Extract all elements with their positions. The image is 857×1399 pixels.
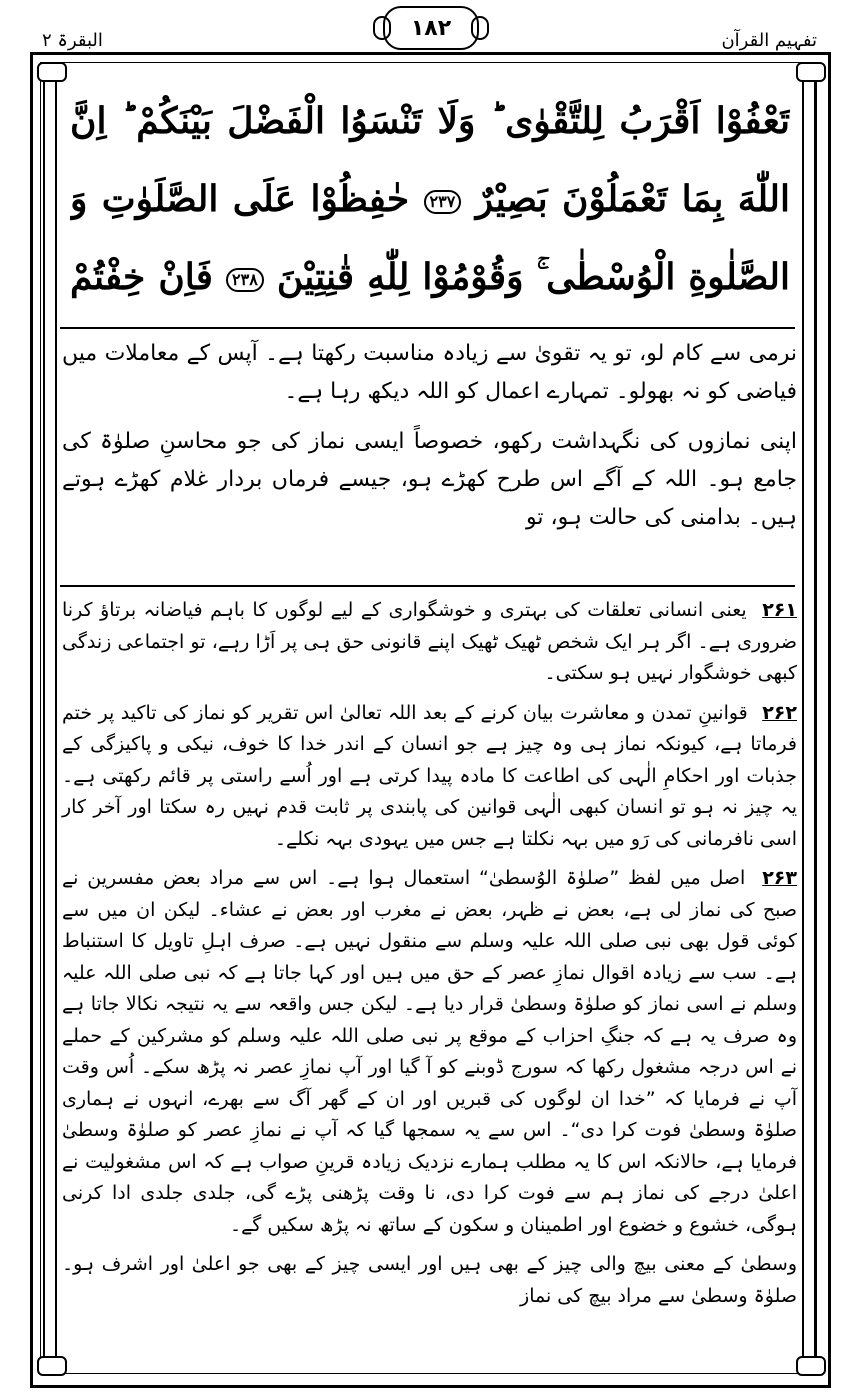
footnote bbox=[62, 1249, 797, 1312]
footnote bbox=[62, 595, 797, 690]
verse-line bbox=[70, 160, 790, 238]
footnote-divider bbox=[60, 585, 795, 587]
arabic-verse bbox=[70, 82, 790, 322]
footnote bbox=[62, 698, 797, 856]
pillar-cap-ornament bbox=[796, 62, 826, 82]
pillar-cap-ornament bbox=[796, 1356, 826, 1376]
footnote-text: اصل میں لفظ ”صلوٰۃ الوُسطیٰ“ استعمال ہوا ہے۔ اس سے مراد بعض مفسرین نے صبح کی نماز لی ہے، بعض نے ظہر، بعض نے مغرب اور بعض نے عشاء۔ لیکن ان میں سے کوئی قول بھی نبی صلی اللہ علیہ وسلم سے منقول نہیں ہے۔ صرف اہلِ تاویل کا استنباط ہے۔ سب سے زیادہ اقوال نمازِ عصر کے حق میں ہیں اور کہا جاتا ہے کہ نبی صلی اللہ علیہ وسلم نے اسی نماز کو صلوٰۃ وسطیٰ قرار دیا ہے۔ لیکن جس واقعہ سے یہ نتیجہ نکالا جاتا ہے وہ صرف یہ ہے کہ جنگِ احزاب کے موقع پر نبی صلی اللہ علیہ وسلم کو مشرکین کے حملے نے اس درجہ مشغول رکھا کہ سورج ڈوبنے کو آ گیا اور آپ نمازِ عصر نہ پڑھ سکے۔ اُس وقت آپ نے فرمایا کہ ”خدا ان لوگوں کی قبریں اور ان کے گھر آگ سے بھرے، انہوں نے ہماری صلوٰۃ وسطیٰ فوت کرا دی“۔ اس سے یہ سمجھا گیا کہ آپ نے نمازِ عصر کو صلوٰۃ وسطیٰ فرمایا ہے، حالانکہ اس کا یہ مطلب ہمارے نزدیک زیادہ قرینِ صواب ہے کہ اس مشغولیت نے اعلیٰ درجے کی نماز ہم سے فوت کرا دی، نا وقت پڑھنی پڑے گی، جلدی جلدی ادا کرنی ہوگی، خشوع و خضوع اور اطمینان و سکون کے ساتھ نہ پڑھ سکیں گے۔ bbox=[62, 867, 797, 1236]
footnote-number: ۲۶۳ bbox=[762, 867, 797, 889]
footnote-text: وسطیٰ کے معنی بیچ والی چیز کے بھی ہیں اور ایسی چیز کے بھی جو اعلیٰ اور اشرف ہو۔ صلوٰۃ وسطیٰ سے مراد بیچ کی نماز bbox=[62, 1253, 797, 1307]
translation-paragraph: اپنی نمازوں کی نگہداشت رکھو، خصوصاً ایسی نماز کی جو محاسنِ صلوٰۃ کی جامع ہو۔ اللہ کے آگے اس طرح کھڑے ہو، جیسے فرماں بردار غلام کھڑے ہوتے ہیں۔ بدامنی کی حالت ہو، تو bbox=[62, 429, 797, 530]
verse-line bbox=[70, 238, 790, 316]
verse-text: الصَّلٰوةِ الْوُسْطٰى ۚ وَقُوْمُوْا لِلّٰهِ قٰنِتِيْنَ bbox=[276, 256, 790, 298]
verse-divider bbox=[60, 327, 795, 329]
pillar-cap-ornament bbox=[37, 1356, 67, 1376]
pillar-cap-ornament bbox=[37, 62, 67, 82]
ayah-number-marker: ۲۳۸ bbox=[226, 268, 264, 292]
footnotes bbox=[62, 595, 797, 1312]
footnote bbox=[62, 863, 797, 1241]
translation-paragraph: نرمی سے کام لو، تو یہ تقویٰ سے زیادہ مناسبت رکھتا ہے۔ آپس کے معاملات میں فیاضی کو نہ بھولو۔ تمہارے اعمال کو اللہ دیکھ رہا ہے۔ bbox=[62, 341, 797, 404]
surah-title: البقرۃ ۲ bbox=[42, 30, 103, 51]
urdu-translation bbox=[62, 335, 797, 537]
verse-line bbox=[70, 82, 790, 160]
left-pillar-ornament bbox=[43, 70, 57, 1364]
verse-text: تَعْفُوْا اَقْرَبُ لِلتَّقْوٰى ؕ وَلَا تَنْسَوُا الْفَضْلَ بَيْنَكُمْ ؕ اِنَّ bbox=[70, 100, 790, 142]
ayah-number-marker: ۲۳۷ bbox=[424, 190, 462, 214]
footnote-number: ۲۶۲ bbox=[762, 701, 797, 724]
footnote-number: ۲۶۱ bbox=[762, 599, 797, 621]
verse-text: اللّٰهَ بِمَا تَعْمَلُوْنَ بَصِيْرٌ bbox=[475, 178, 790, 220]
footnote-text: قوانینِ تمدن و معاشرت بیان کرنے کے بعد اللہ تعالیٰ اس تقریر کو نماز کی تاکید پر ختم فرماتا ہے، کیونکہ نماز ہی وہ چیز ہے جو انسان کے اندر خدا کا خوف، نیکی و پاکیزگی کے جذبات اور احکامِ الٰہی کی اطاعت کا مادہ پیدا کرتی ہے اور اُسے راستی پر قائم رکھتی ہے۔ یہ چیز نہ ہو تو انسان کبھی الٰہی قوانین کی پابندی پر ثابت قدم نہیں رہ سکتا اور آخر کار اسی نافرمانی کی رَو میں بہہ نکلتا ہے جس میں یہودی بہہ نکلے۔ bbox=[62, 701, 797, 850]
right-pillar-ornament bbox=[802, 70, 816, 1364]
verse-text: فَاِنْ خِفْتُمْ bbox=[70, 256, 213, 298]
verse-text: حٰفِظُوْا عَلَى الصَّلَوٰتِ وَ bbox=[70, 178, 410, 220]
book-title: تفہیم القرآن bbox=[721, 30, 817, 51]
page-number-cartouche bbox=[383, 6, 479, 50]
page-number: ۱۸۲ bbox=[410, 15, 452, 41]
footnote-text: یعنی انسانی تعلقات کی بہتری و خوشگواری کے لیے لوگوں کا باہم فیاضانہ برتاؤ کرنا ضروری ہے۔ اگر ہر ایک شخص ٹھیک ٹھیک اپنے قانونی حق ہی پر اَڑا رہے، تو اجتماعی زندگی کبھی خوشگوار نہیں ہو سکتی۔ bbox=[62, 599, 797, 684]
